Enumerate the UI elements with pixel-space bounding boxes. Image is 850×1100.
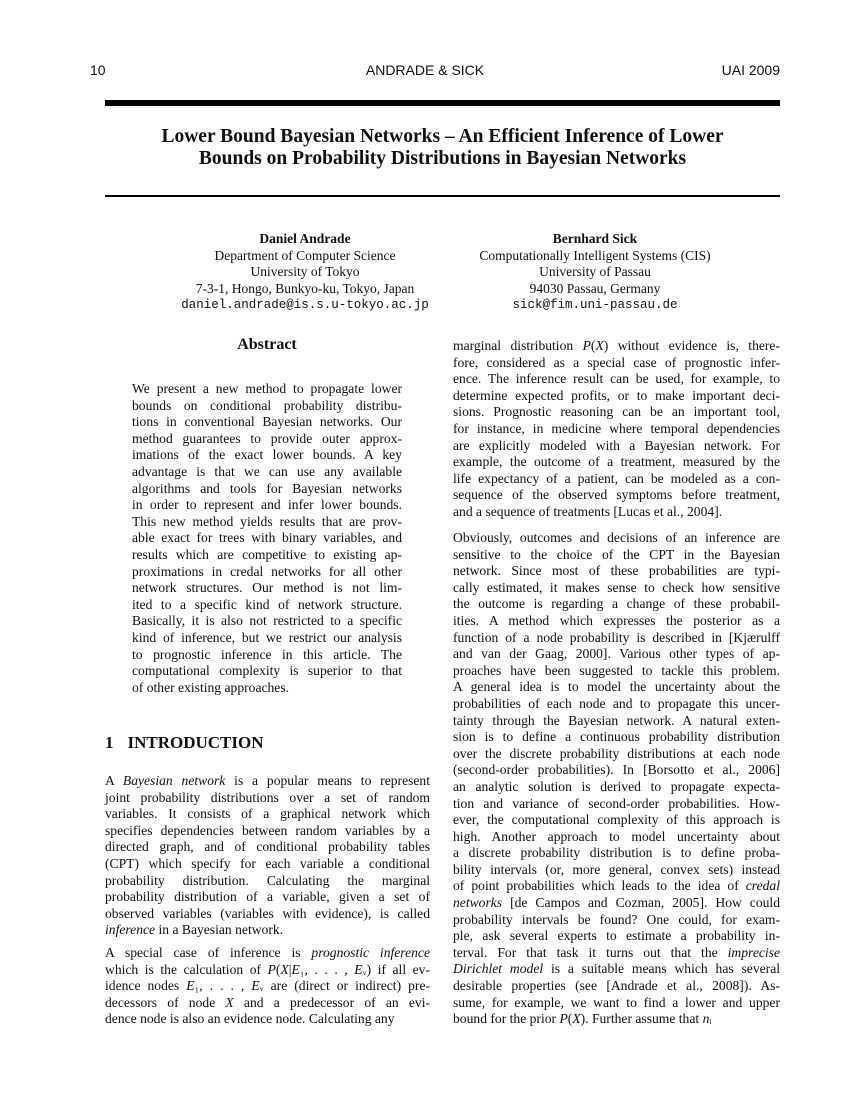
venue: UAI 2009 <box>721 62 780 78</box>
text-line: tainty through the Bayesian network. A natural exten- <box>453 712 780 728</box>
text-line: network. Since most of these probabilities are typi- <box>453 563 780 579</box>
author-affiliation: Computationally Intelligent Systems (CIS) <box>479 247 711 263</box>
header-rule <box>105 100 780 106</box>
author-block <box>150 231 460 314</box>
text-line: probability intervals be found? One could, for exam- <box>453 911 780 927</box>
text-line: in order to represent and infer lower bounds. <box>132 497 402 513</box>
text-line: tions in conventional Bayesian networks. Our <box>132 414 402 430</box>
text-line: tion and variance of second-order probabilities. How- <box>453 795 780 811</box>
text-line: bound for the prior P(X). Further assume that nᵢ <box>453 1011 712 1027</box>
text-line: A Bayesian network is a popular means to represent <box>105 773 430 788</box>
page-number: 10 <box>90 62 106 78</box>
author-affiliation: University of Passau <box>539 264 651 280</box>
text-line: the outcome is regarding a change of these probabil- <box>453 596 780 612</box>
paragraph <box>105 945 430 1028</box>
text-line: able exact for trees with binary variables, and <box>132 530 402 546</box>
text-line: network structures. Our method is not lim- <box>132 580 402 596</box>
section-number: 1 <box>105 733 114 752</box>
section-heading <box>105 733 264 753</box>
text-line: a discrete probability distribution is to define proba- <box>453 845 780 861</box>
author-affiliation: 94030 Passau, Germany <box>529 280 661 296</box>
text-line: specifies dependencies between random variables by a <box>105 822 430 838</box>
text-line: bounds on conditional probability distribu- <box>132 397 402 413</box>
abstract-heading: Abstract <box>237 336 297 353</box>
text-line: bility intervals (or, more general, convex sets) instead <box>453 861 780 877</box>
abstract-body <box>132 381 402 696</box>
text-line: and van der Gaag, 2000]. Various other types of ap- <box>453 646 780 662</box>
text-line: observed variables (variables with evidence), is called <box>105 905 430 921</box>
text-line: algorithms and tools for Bayesian networks <box>132 480 402 496</box>
text-line: Dirichlet model is a suitable means which has several <box>453 961 781 977</box>
text-line: joint probability distributions over a set of random <box>105 789 430 805</box>
text-line: results which are competitive to existing ap- <box>132 546 402 562</box>
text-line: ities. A method which expresses the posterior as a <box>453 612 780 628</box>
text-line: terval. For that task it turns out that the imprecise <box>453 944 780 960</box>
text-line: cally estimated, it makes sense to check how sensitive <box>453 579 780 595</box>
text-line: an analytic solution is derived to propagate expecta- <box>453 778 780 794</box>
title-rule <box>105 195 780 197</box>
author-affiliation: University of Tokyo <box>250 264 360 280</box>
text-line: high. Another approach to model uncertainty about <box>453 828 780 844</box>
text-line: probability distribution of a variable, given a set of <box>105 889 430 905</box>
text-line: determine expected profits, or to make important deci- <box>453 387 780 403</box>
author-affiliation: Department of Computer Science <box>214 247 396 263</box>
text-line: sequence of the observed symptoms before treatment, <box>453 487 780 503</box>
text-line: dence node is also an evidence node. Calculating any <box>105 1011 395 1027</box>
text-line: example, the outcome of a treatment, measured by the <box>453 454 780 470</box>
title-line: Lower Bound Bayesian Networks – An Efficient Inference of Lower <box>161 126 724 147</box>
text-line: probabilities of each node and to propagate this uncer- <box>453 695 780 711</box>
author-affiliation: 7-3-1, Hongo, Bunkyo-ku, Tokyo, Japan <box>195 280 415 296</box>
paragraph <box>453 530 780 1028</box>
text-line: sensitive to the choice of the CPT in the Bayesian <box>453 546 780 562</box>
text-line: probability distribution. Calculating the marginal <box>105 872 430 888</box>
text-line: decessors of node X and a predecessor of an evi- <box>105 994 430 1010</box>
text-line: of other existing approaches. <box>132 679 290 695</box>
text-line: function of a node probability is described in [Kjærulff <box>453 629 780 645</box>
text-line: sion is to define a continuous probability distribution <box>453 729 780 745</box>
text-line: marginal distribution P(X) without evidence is, there- <box>453 338 780 353</box>
text-line: advantage is that we can use any available <box>132 463 402 479</box>
text-line: to prognostic inference in this article. The <box>132 646 402 662</box>
text-line: variables. It consists of a graphical network which <box>105 806 430 822</box>
text-line: (CPT) which specify for each variable a conditional <box>105 855 430 871</box>
paragraph <box>105 773 430 939</box>
text-line: proaches have been suggested to tackle this problem. <box>453 662 780 678</box>
running-title: ANDRADE & SICK <box>365 62 485 78</box>
text-line: (second-order probabilities). In [Borsotto et al., 2006] <box>453 762 780 778</box>
text-line: ever, the computational complexity of this approach is <box>453 812 780 828</box>
text-line: This new method yields results that are prov- <box>132 513 402 529</box>
text-line: of point probabilities which leads to the idea of credal <box>453 878 780 894</box>
text-line: networks [de Campos and Cozman, 2005]. How could <box>453 895 780 911</box>
text-line: sions. Prognostic reasoning can be an important tool, <box>453 404 780 420</box>
paper-title <box>80 126 805 170</box>
text-line: Obviously, outcomes and decisions of an inference are <box>453 530 780 545</box>
text-line: sume, for example, we want to find a lower and upper <box>453 994 780 1010</box>
text-line: desirable properties (see [Andrade et al., 2008]). As- <box>453 978 780 994</box>
text-line: fore, considered as a special case of prognostic infer- <box>453 354 780 370</box>
text-line: A special case of inference is prognostic inference <box>105 945 430 960</box>
text-line: proximations in credal networks for all other <box>132 563 402 579</box>
text-line: over the discrete probability distributions at each node <box>453 745 780 761</box>
text-line: idence nodes E₁, . . . , Eᵥ are (direct or indirect) pre- <box>105 978 431 994</box>
title-line: Bounds on Probability Distributions in Bayesian Networks <box>198 148 687 169</box>
text-line: We present a new method to propagate lower <box>132 381 402 396</box>
text-line: computational complexity is superior to that <box>132 663 402 679</box>
text-line: Basically, it is also not restricted to a specific <box>132 613 402 629</box>
text-line: life expectancy of a patient, can be modeled as a con- <box>453 470 780 486</box>
author-name: Bernhard Sick <box>552 231 638 246</box>
text-line: and a sequence of treatments [Lucas et al., 2004]. <box>453 503 723 519</box>
text-line: ple, ask several experts to estimate a probability in- <box>453 928 780 944</box>
author-email[interactable]: daniel.andrade@is.s.u-tokyo.ac.jp <box>181 298 429 313</box>
text-line: directed graph, and of conditional probability tables <box>105 839 430 855</box>
text-line: are explicitly modeled with a Bayesian network. For <box>453 437 780 453</box>
section-title: INTRODUCTION <box>127 733 264 752</box>
author-email[interactable]: sick@fim.uni-passau.de <box>512 298 678 313</box>
text-line: imations of the exact lower bounds. A key <box>132 447 402 463</box>
author-name: Daniel Andrade <box>259 231 351 246</box>
text-line: ence. The inference result can be used, for example, to <box>453 371 780 387</box>
author-block <box>440 231 750 314</box>
text-line: ited to a specific kind of network structure. <box>132 596 402 612</box>
text-line: method guarantees to provide outer approx- <box>132 430 402 446</box>
text-line: which is the calculation of P(X|E₁, . . . , Eᵥ) if all ev- <box>105 961 431 977</box>
text-line: A general idea is to model the uncertainty about the <box>453 679 780 695</box>
text-line: kind of inference, but we restrict our analysis <box>132 629 402 645</box>
text-line: inference in a Bayesian network. <box>105 922 284 938</box>
paragraph <box>453 338 780 521</box>
text-line: for instance, in medicine where temporal dependencies <box>453 420 780 436</box>
